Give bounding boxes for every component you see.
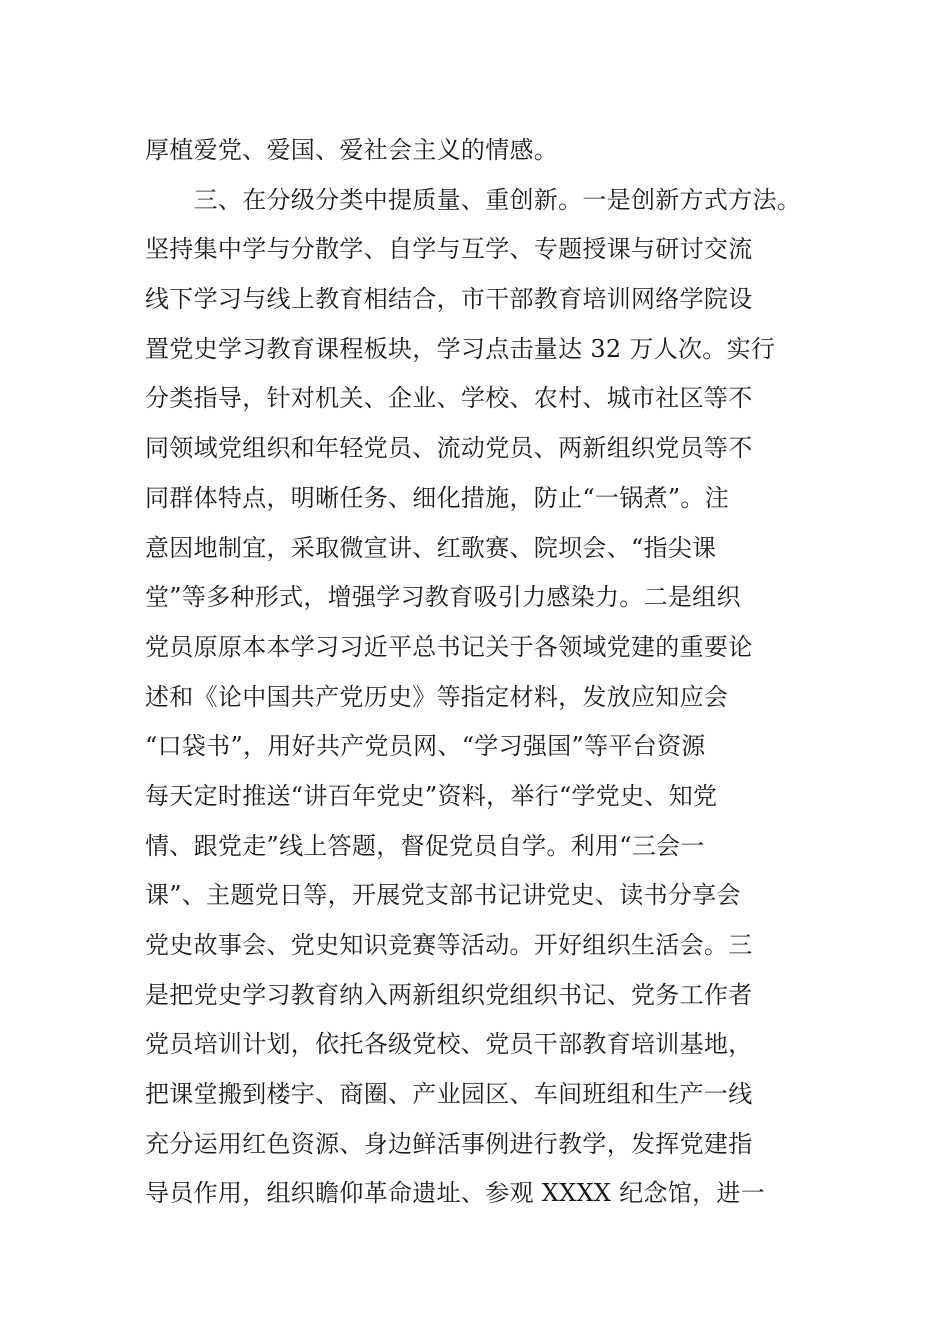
text-line-13: “口袋书”，用好共产党员网、“学习强国”等平台资源: [145, 732, 706, 761]
text-line-21: 充分运用红色资源、身边鲜活事例进行教学，发挥党建指: [145, 1129, 753, 1158]
text-line-11: 党员原原本本学习习近平总书记关于各领域党建的重要论: [145, 632, 753, 661]
text-line-10: 堂”等多种形式，增强学习教育吸引力感染力。二是组织: [145, 583, 741, 612]
text-line-9: 意因地制宜，采取微宣讲、红歌赛、院坝会、“指尖课: [145, 533, 717, 562]
text-line-5: 置党史学习教育课程板块，学习点击量达 32 万人次。实行: [145, 334, 776, 363]
text-line-2: 三、在分级分类中提质量、重创新。一是创新方式方法。: [145, 185, 802, 214]
text-line-22: 导员作用，组织瞻仰革命遗址、参观 XXXX 纪念馆，进一: [145, 1179, 765, 1208]
text-line-20: 把课堂搬到楼宇、商圈、产业园区、车间班组和生产一线: [145, 1080, 753, 1109]
text-line-6: 分类指导，针对机关、企业、学校、农村、城市社区等不: [145, 384, 753, 413]
text-line-3: 坚持集中学与分散学、自学与互学、专题授课与研讨交流: [145, 235, 753, 264]
text-line-4: 线下学习与线上教育相结合，市干部教育培训网络学院设: [145, 285, 753, 314]
text-line-17: 党史故事会、党史知识竞赛等活动。开好组织生活会。三: [145, 931, 753, 959]
text-line-1: 厚植爱党、爱国、爱社会主义的情感。: [145, 136, 559, 164]
text-line-19: 党员培训计划，依托各级党校、党员干部教育培训基地，: [145, 1030, 753, 1059]
text-line-18: 是把党史学习教育纳入两新组织党组织书记、党务工作者: [145, 980, 753, 1009]
text-line-16: 课”、主题党日等，开展党支部书记讲党史、读书分享会: [145, 881, 741, 910]
text-line-14: 每天定时推送“讲百年党史”资料，举行“学党史、知党: [145, 781, 718, 810]
text-line-7: 同领域党组织和年轻党员、流动党员、两新组织党员等不: [145, 434, 753, 463]
body-text: [145, 126, 845, 1219]
text-line-15: 情、跟党走”线上答题，督促党员自学。利用“三会一: [145, 831, 705, 860]
text-line-8: 同群体特点，明晰任务、细化措施，防止“一锅煮”。注: [145, 483, 730, 512]
text-line-12: 述和《论中国共产党历史》等指定材料，发放应知应会: [145, 682, 729, 711]
